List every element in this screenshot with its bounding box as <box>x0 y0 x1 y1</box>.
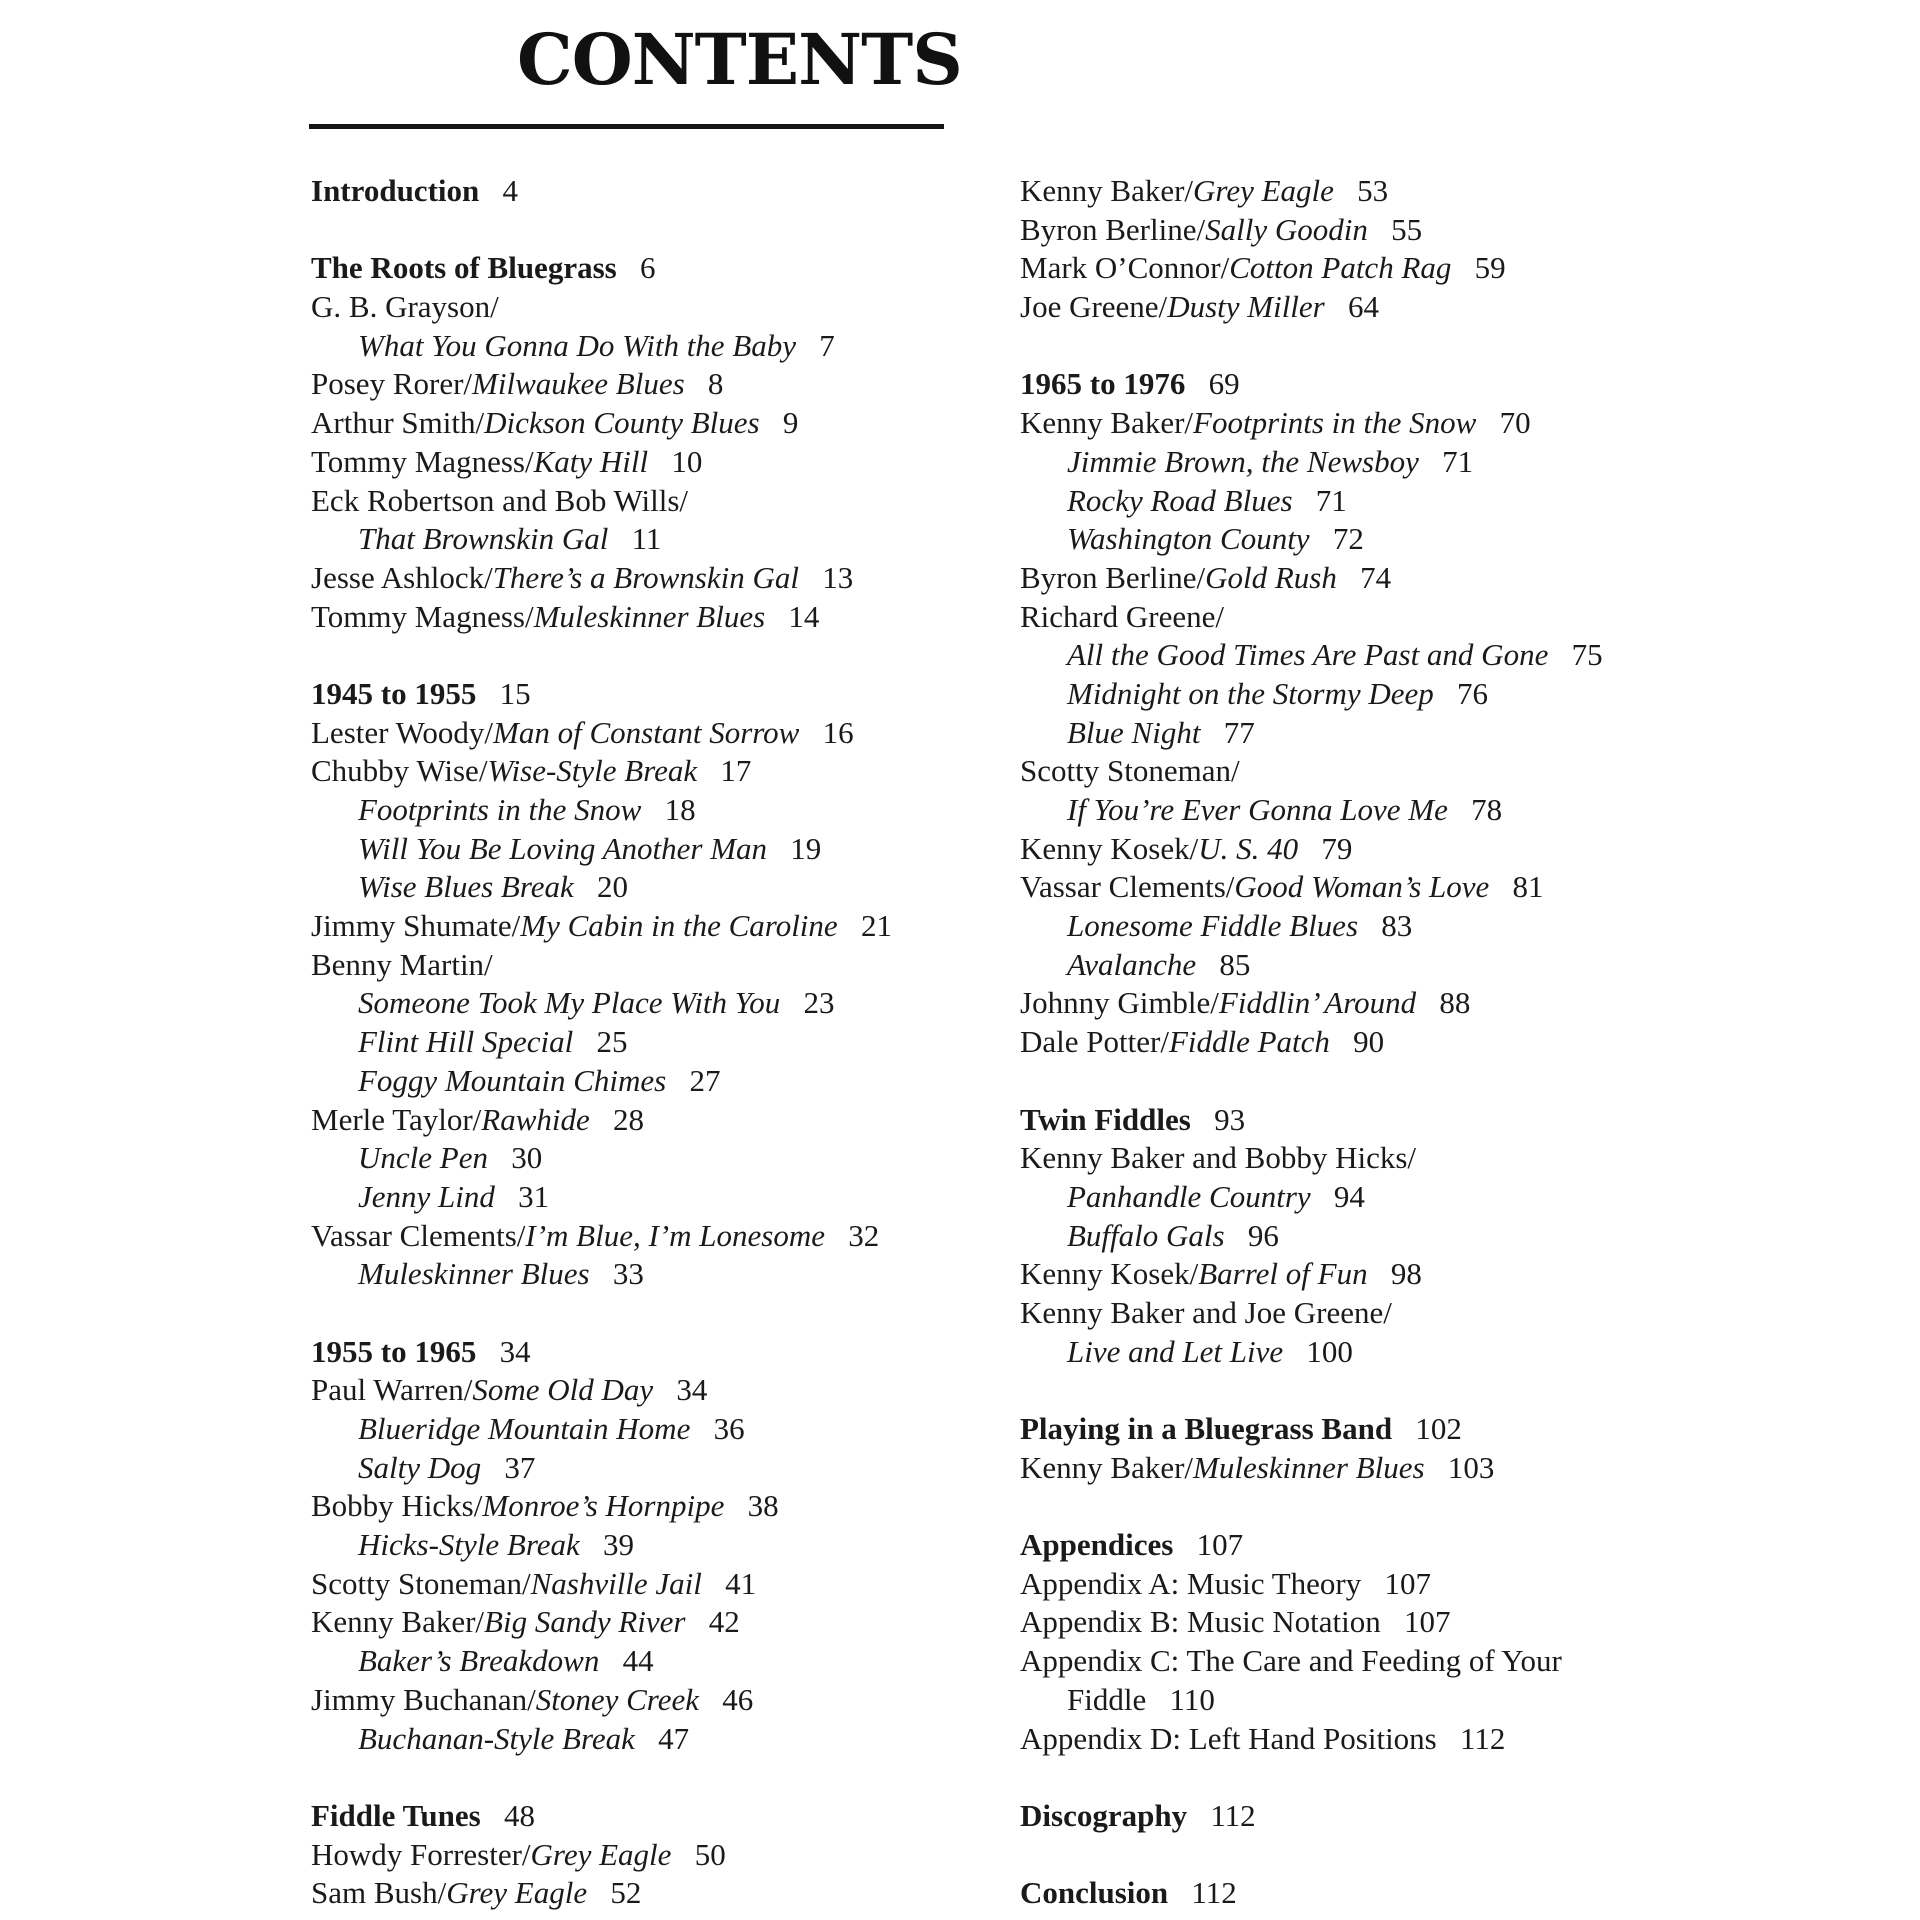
toc-entry <box>311 1217 892 1256</box>
entry-text: Kenny Baker/ <box>1020 405 1194 441</box>
tune-title: Buffalo Gals <box>1067 1217 1225 1253</box>
toc-entry <box>1020 1449 1603 1488</box>
page-number: 46 <box>722 1681 754 1717</box>
page-number: 14 <box>788 598 820 634</box>
section-heading <box>311 172 892 211</box>
toc-entry <box>1020 752 1603 791</box>
tune-title: Man of Constant Sorrow <box>493 714 800 750</box>
tune-title: Jenny Lind <box>358 1178 495 1214</box>
page-number: 38 <box>747 1488 779 1524</box>
tune-title: Grey Eagle <box>1193 173 1334 208</box>
section-heading <box>1020 1526 1603 1565</box>
heading-text: Fiddle Tunes <box>311 1797 481 1833</box>
page-number: 98 <box>1390 1256 1422 1292</box>
sub-entry <box>1020 791 1603 830</box>
sub-entry <box>311 830 892 869</box>
page-number: 7 <box>819 327 835 363</box>
page-number: 21 <box>860 908 892 944</box>
toc-entry <box>311 946 892 985</box>
toc-entry <box>311 1681 892 1720</box>
tune-title: I’m Blue, I’m Lonesome <box>525 1217 825 1253</box>
toc-entry <box>311 365 892 404</box>
sub-entry <box>1020 907 1603 946</box>
entry-text: Dale Potter/ <box>1020 1024 1169 1060</box>
entry-text: Kenny Kosek/ <box>1020 1256 1199 1292</box>
toc-entry <box>1020 868 1603 907</box>
toc-entry <box>311 1371 892 1410</box>
tune-title: Good Woman’s Love <box>1234 869 1490 905</box>
toc-entry <box>311 752 892 791</box>
toc-entry <box>1020 1720 1603 1759</box>
page-number: 17 <box>720 753 752 789</box>
section-heading <box>1020 365 1603 404</box>
page-number: 41 <box>725 1565 757 1601</box>
entry-text: Jimmy Shumate/ <box>311 908 521 944</box>
tune-title: Foggy Mountain Chimes <box>358 1062 667 1098</box>
page-number: 102 <box>1415 1411 1462 1446</box>
sub-entry <box>311 1062 892 1101</box>
tune-title: Panhandle Country <box>1067 1178 1311 1214</box>
toc-entry <box>311 288 892 327</box>
sub-entry <box>1020 1178 1603 1217</box>
heading-text: 1965 to 1976 <box>1020 366 1186 402</box>
entry-text: Sam Bush/ <box>311 1875 447 1911</box>
toc-entry <box>1020 1294 1603 1333</box>
sub-entry <box>1020 1333 1603 1372</box>
toc-entry <box>311 1836 892 1875</box>
entry-text: Mark O’Connor/ <box>1020 250 1230 286</box>
entry-text: Jimmy Buchanan/ <box>311 1681 536 1717</box>
tune-title: Buchanan-Style Break <box>358 1720 635 1756</box>
page-number: 4 <box>502 173 518 208</box>
tune-title: Fiddle Patch <box>1168 1024 1330 1060</box>
tune-title: Wise Blues Break <box>358 869 574 905</box>
page-number: 64 <box>1348 289 1379 325</box>
sub-entry <box>311 1449 892 1488</box>
toc-entry <box>311 404 892 443</box>
heading-text: The Roots of Bluegrass <box>311 250 617 286</box>
toc-entry <box>1020 249 1603 288</box>
tune-title: Someone Took My Place With You <box>358 985 781 1021</box>
sub-entry <box>1020 1217 1603 1256</box>
page-title: CONTENTS <box>517 18 962 101</box>
entry-text: Byron Berline/ <box>1020 559 1206 595</box>
page-number: 42 <box>708 1604 740 1640</box>
tune-title: Nashville Jail <box>530 1565 702 1601</box>
entry-text: Vassar Clements/ <box>1020 869 1235 905</box>
page-number: 83 <box>1381 908 1413 944</box>
entry-text: Appendix B: Music Notation <box>1020 1604 1381 1640</box>
page-number: 44 <box>622 1643 654 1679</box>
entry-text: Merle Taylor/ <box>311 1101 482 1137</box>
entry-text: Posey Rorer/ <box>311 366 473 402</box>
tune-title: Lonesome Fiddle Blues <box>1067 908 1359 944</box>
tune-title: Baker’s Breakdown <box>358 1643 600 1679</box>
page-number: 34 <box>676 1372 708 1408</box>
tune-title: Wise-Style Break <box>487 753 698 789</box>
toc-entry <box>311 443 892 482</box>
entry-text: Kenny Baker/ <box>311 1604 485 1640</box>
tune-title: Katy Hill <box>533 443 649 479</box>
tune-title: Stoney Creek <box>535 1681 699 1717</box>
page-number: 112 <box>1191 1875 1237 1911</box>
page-number: 77 <box>1223 714 1255 750</box>
tune-title: Rocky Road Blues <box>1067 482 1293 518</box>
tune-title: Footprints in the Snow <box>1193 405 1477 441</box>
page-number: 59 <box>1474 250 1506 286</box>
sub-entry <box>311 1139 892 1178</box>
sub-entry <box>1020 520 1603 559</box>
tune-title: What You Gonna Do With the Baby <box>358 327 797 363</box>
blank-line <box>1020 1062 1603 1101</box>
tune-title: Big Sandy River <box>484 1604 686 1640</box>
page-number: 96 <box>1247 1217 1279 1253</box>
tune-title: Midnight on the Stormy Deep <box>1067 675 1434 711</box>
page-number: 30 <box>511 1140 543 1176</box>
tune-title: Rawhide <box>481 1101 590 1137</box>
page-number: 20 <box>597 869 629 905</box>
entry-text: Tommy Magness/ <box>311 598 534 634</box>
entry-text: Appendix A: Music Theory <box>1020 1565 1362 1601</box>
toc-entry <box>1020 1565 1603 1604</box>
sub-entry <box>1020 714 1603 753</box>
page-number: 76 <box>1457 675 1489 711</box>
blank-line <box>1020 1371 1603 1410</box>
page-number: 16 <box>822 714 854 750</box>
toc-entry <box>1020 1603 1603 1642</box>
page-number: 74 <box>1360 559 1392 595</box>
toc-entry <box>311 1565 892 1604</box>
page-number: 110 <box>1169 1681 1215 1717</box>
tune-title: Fiddlin’ Around <box>1218 985 1417 1021</box>
page-number: 19 <box>790 830 822 866</box>
tune-title: Jimmie Brown, the Newsboy <box>1067 443 1419 479</box>
tune-title: There’s a Brownskin Gal <box>492 559 799 595</box>
blank-line <box>1020 1487 1603 1526</box>
page-number: 32 <box>848 1217 880 1253</box>
tune-title: Hicks-Style Break <box>358 1527 580 1563</box>
page-number: 13 <box>822 559 854 595</box>
page-number: 88 <box>1439 985 1471 1021</box>
sub-entry <box>311 520 892 559</box>
page-number: 25 <box>596 1024 628 1060</box>
entry-text: Tommy Magness/ <box>311 443 534 479</box>
entry-text: Johnny Gimble/ <box>1020 985 1219 1021</box>
page-number: 100 <box>1306 1333 1353 1369</box>
entry-text: Richard Greene/ <box>1020 598 1224 634</box>
tune-title: Milwaukee Blues <box>472 366 685 402</box>
entry-text: Chubby Wise/ <box>311 753 488 789</box>
page-number: 85 <box>1219 946 1251 982</box>
toc-entry <box>1020 1023 1603 1062</box>
page-number: 78 <box>1471 792 1503 827</box>
tune-title: Some Old Day <box>472 1372 654 1408</box>
sub-entry <box>311 1526 892 1565</box>
sub-entry <box>1020 675 1603 714</box>
tune-title: Grey Eagle <box>530 1836 672 1872</box>
entry-text: Fiddle <box>1067 1681 1147 1717</box>
entry-text: Howdy Forrester/ <box>311 1836 531 1872</box>
sub-entry <box>1020 636 1603 675</box>
page-number: 15 <box>499 675 531 711</box>
title-rule <box>309 124 944 129</box>
contents-column-right <box>1020 172 1603 1913</box>
entry-text: Jesse Ashlock/ <box>311 559 493 595</box>
toc-entry <box>1020 984 1603 1023</box>
toc-entry <box>1020 598 1603 637</box>
tune-title: All the Good Times Are Past and Gone <box>1067 637 1549 673</box>
toc-entry <box>1020 1255 1603 1294</box>
tune-title: Muleskinner Blues <box>1193 1449 1425 1485</box>
page-number: 47 <box>658 1720 690 1756</box>
entry-text: Kenny Baker/ <box>1020 173 1194 208</box>
blank-line <box>311 211 892 250</box>
toc-entry <box>1020 211 1603 250</box>
entry-text: Vassar Clements/ <box>311 1217 526 1253</box>
heading-text: Playing in a Bluegrass Band <box>1020 1411 1393 1446</box>
toc-entry <box>311 907 892 946</box>
blank-line <box>1020 1836 1603 1875</box>
sub-entry <box>311 791 892 830</box>
entry-text: Benny Martin/ <box>311 946 493 982</box>
page-number: 71 <box>1442 443 1474 479</box>
page-number: 70 <box>1499 405 1531 441</box>
page-number: 75 <box>1571 637 1603 673</box>
toc-entry <box>1020 830 1603 869</box>
tune-title: Blue Night <box>1067 714 1201 750</box>
sub-entry <box>311 1642 892 1681</box>
section-heading <box>1020 1874 1603 1913</box>
heading-text: 1945 to 1955 <box>311 675 477 711</box>
tune-title: Footprints in the Snow <box>358 792 642 827</box>
toc-entry <box>311 559 892 598</box>
entry-text: Byron Berline/ <box>1020 211 1206 247</box>
tune-title: Sally Goodin <box>1205 211 1368 247</box>
entry-text: Appendix D: Left Hand Positions <box>1020 1720 1437 1756</box>
sub-entry <box>1020 443 1603 482</box>
section-heading <box>1020 1410 1603 1449</box>
tune-title: Muleskinner Blues <box>533 598 766 634</box>
toc-entry <box>311 1603 892 1642</box>
entry-text: Bobby Hicks/ <box>311 1488 483 1524</box>
tune-title: Dusty Miller <box>1167 289 1325 325</box>
section-heading <box>311 1333 892 1372</box>
page-number: 18 <box>664 792 696 827</box>
tune-title: That Brownskin Gal <box>358 521 609 557</box>
tune-title: Avalanche <box>1067 946 1197 982</box>
section-heading <box>1020 1101 1603 1140</box>
tune-title: Flint Hill Special <box>358 1024 574 1060</box>
contents-column-left <box>311 172 892 1913</box>
page-number: 69 <box>1208 366 1240 402</box>
toc-entry <box>311 714 892 753</box>
page-number: 36 <box>713 1411 745 1446</box>
toc-entry <box>1020 1139 1603 1178</box>
page-number: 81 <box>1512 869 1544 905</box>
page-number: 27 <box>689 1062 721 1098</box>
sub-entry <box>1020 1681 1603 1720</box>
page-number: 11 <box>631 521 662 557</box>
entry-text: Kenny Baker/ <box>1020 1449 1194 1485</box>
tune-title: Salty Dog <box>358 1449 482 1485</box>
page-number: 112 <box>1210 1797 1256 1833</box>
tune-title: Gold Rush <box>1205 559 1337 595</box>
entry-text: Arthur Smith/ <box>311 405 485 441</box>
page-number: 107 <box>1196 1527 1244 1563</box>
page-number: 37 <box>504 1449 536 1485</box>
page-number: 107 <box>1384 1565 1432 1601</box>
tune-title: If You’re Ever Gonna Love Me <box>1067 792 1448 827</box>
entry-text: Joe Greene/ <box>1020 289 1168 325</box>
section-heading <box>311 675 892 714</box>
tune-title: Grey Eagle <box>446 1875 588 1911</box>
tune-title: Cotton Patch Rag <box>1229 250 1452 286</box>
page-number: 39 <box>603 1527 635 1563</box>
sub-entry <box>311 1023 892 1062</box>
toc-entry <box>1020 172 1603 211</box>
page-number: 10 <box>671 443 703 479</box>
page-number: 34 <box>499 1333 531 1369</box>
tune-title: Will You Be Loving Another Man <box>358 830 768 866</box>
page-number: 55 <box>1391 211 1423 247</box>
blank-line <box>311 636 892 675</box>
page-number: 52 <box>610 1875 642 1911</box>
tune-title: Monroe’s Hornpipe <box>482 1488 725 1524</box>
sub-entry <box>311 1720 892 1759</box>
heading-text: Conclusion <box>1020 1875 1169 1911</box>
heading-text: Appendices <box>1020 1527 1174 1563</box>
toc-entry <box>311 598 892 637</box>
toc-entry <box>311 482 892 521</box>
entry-text: Scotty Stoneman/ <box>311 1565 531 1601</box>
toc-entry <box>311 1101 892 1140</box>
blank-line <box>311 1294 892 1333</box>
page-number: 72 <box>1332 521 1364 557</box>
entry-text: Kenny Baker and Bobby Hicks/ <box>1020 1140 1417 1176</box>
sub-entry <box>311 1410 892 1449</box>
toc-entry <box>1020 404 1603 443</box>
sub-entry <box>311 868 892 907</box>
page-number: 94 <box>1333 1178 1365 1214</box>
tune-title: Live and Let Live <box>1067 1333 1284 1369</box>
heading-text: Introduction <box>311 173 480 208</box>
heading-text: Twin Fiddles <box>1020 1101 1191 1137</box>
page-number: 23 <box>803 985 835 1021</box>
tune-title: Uncle Pen <box>358 1140 488 1176</box>
sub-entry <box>1020 946 1603 985</box>
sub-entry <box>311 1255 892 1294</box>
tune-title: My Cabin in the Caroline <box>520 908 838 944</box>
tune-title: Muleskinner Blues <box>358 1256 590 1292</box>
toc-entry <box>1020 288 1603 327</box>
blank-line <box>1020 1758 1603 1797</box>
sub-entry <box>311 327 892 366</box>
heading-text: 1955 to 1965 <box>311 1333 477 1369</box>
blank-line <box>1020 327 1603 366</box>
page-number: 79 <box>1321 830 1353 866</box>
tune-title: Blueridge Mountain Home <box>358 1411 691 1446</box>
entry-text: Kenny Baker and Joe Greene/ <box>1020 1294 1392 1330</box>
page-number: 103 <box>1447 1449 1495 1485</box>
section-heading <box>311 1797 892 1836</box>
page-number: 28 <box>613 1101 645 1137</box>
page-number: 53 <box>1357 173 1389 208</box>
tune-title: U. S. 40 <box>1198 830 1299 866</box>
page-number: 6 <box>639 250 656 286</box>
sub-entry <box>1020 482 1603 521</box>
page-number: 9 <box>782 405 799 441</box>
toc-entry <box>1020 559 1603 598</box>
entry-text: Paul Warren/ <box>311 1372 473 1408</box>
page-number: 8 <box>707 366 724 402</box>
toc-entry <box>1020 1642 1603 1681</box>
heading-text: Discography <box>1020 1797 1188 1833</box>
page-number: 33 <box>612 1256 644 1292</box>
page-number: 50 <box>694 1836 726 1872</box>
sub-entry <box>311 984 892 1023</box>
page-number: 93 <box>1214 1101 1246 1137</box>
section-heading <box>1020 1797 1603 1836</box>
page-number: 71 <box>1315 482 1347 518</box>
toc-entry <box>311 1487 892 1526</box>
page-number: 107 <box>1404 1604 1451 1640</box>
entry-text: Lester Woody/ <box>311 714 494 750</box>
page-number: 90 <box>1353 1024 1385 1060</box>
tune-title: Dickson County Blues <box>484 405 760 441</box>
tune-title: Barrel of Fun <box>1198 1256 1368 1292</box>
section-heading <box>311 249 892 288</box>
tune-title: Washington County <box>1067 521 1310 557</box>
blank-line <box>311 1758 892 1797</box>
page-number: 48 <box>503 1797 535 1833</box>
entry-text: Scotty Stoneman/ <box>1020 753 1240 789</box>
entry-text: G. B. Grayson/ <box>311 289 499 325</box>
entry-text: Appendix C: The Care and Feeding of Your <box>1020 1643 1562 1679</box>
entry-text: Eck Robertson and Bob Wills/ <box>311 482 689 518</box>
sub-entry <box>311 1178 892 1217</box>
toc-entry <box>311 1874 892 1913</box>
entry-text: Kenny Kosek/ <box>1020 830 1199 866</box>
page-number: 31 <box>518 1178 550 1214</box>
page-number: 112 <box>1460 1720 1506 1756</box>
